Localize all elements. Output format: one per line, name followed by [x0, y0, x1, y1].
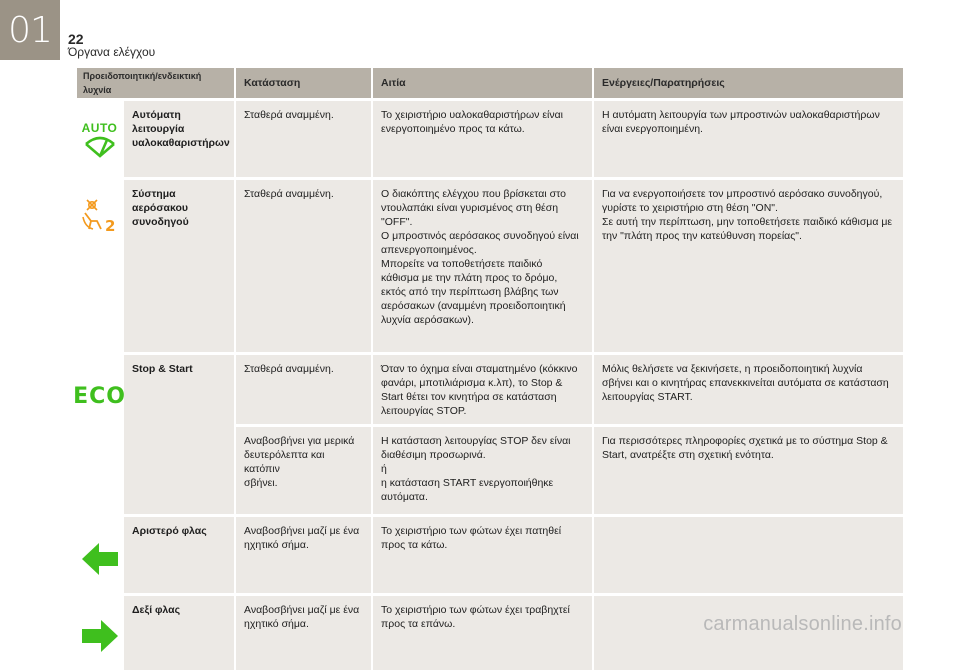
- row-actions-secondary: Για περισσότερες πληροφορίες σχετικά με το σύστημα Stop & Start, ανατρέξτε στη σχετική ενότητα.: [594, 424, 903, 514]
- row-actions: Μόλις θελήσετε να ξεκινήσετε, η προειδοποιητική λυχνία σβήνει και ο κινητήρας επανεκκινείται αυτόματα σε κατάσταση λειτουργίας START.: [594, 352, 903, 424]
- row-state-secondary: Αναβοσβήνει για μερικά δευτερόλεπτα και κατόπιν σβήνει.: [236, 424, 373, 514]
- header-warning: Προειδοποιητική/ενδεικτική λυχνία: [77, 68, 236, 98]
- chapter-number: 01: [0, 0, 60, 60]
- table-header-row: [77, 68, 903, 98]
- row-name: Αυτόματη λειτουργία υαλοκαθαριστήρων: [124, 98, 236, 177]
- airbag-icon-number: 2: [104, 217, 115, 233]
- row-name: Αριστερό φλας: [124, 514, 236, 593]
- table-row: [77, 177, 903, 352]
- header-state: Κατάσταση: [236, 68, 373, 98]
- row-actions: [594, 514, 903, 593]
- row-state: Σταθερά αναμμένη.: [236, 98, 373, 177]
- row-cause: Το χειριστήριο των φώτων έχει πατηθεί προς τα κάτω.: [373, 514, 594, 593]
- header-actions: Ενέργειες/Παρατηρήσεις: [594, 68, 903, 98]
- row-name: Σύστημα αερόσακου συνοδηγού: [124, 177, 236, 352]
- row-state: Σταθερά αναμμένη.: [236, 352, 373, 424]
- row-actions: Η αυτόματη λειτουργία των μπροστινών υαλοκαθαριστήρων είναι ενεργοποιημένη.: [594, 98, 903, 177]
- row-cause-secondary: Η κατάσταση λειτουργίας STOP δεν είναι διαθέσιμη προσωρινά. ή η κατάσταση START ενεργοποιήθηκε αυτόματα.: [373, 424, 594, 514]
- table-row: [77, 98, 903, 177]
- row-cause: Όταν το όχημα είναι σταματημένο (κόκκινο φανάρι, μποτιλιάρισμα κ.λπ), το Stop & Start θέτει τον κινητήρα σε κατάσταση λειτουργίας STOP.: [373, 352, 594, 424]
- right-turn-arrow-icon: [78, 616, 122, 656]
- row-name: Stop & Start: [124, 352, 236, 514]
- row-state: Σταθερά αναμμένη.: [236, 177, 373, 352]
- row-cause: Ο διακόπτης ελέγχου που βρίσκεται στο ντουλαπάκι είναι γυρισμένος στη θέση "OFF". Ο μπροστινός αερόσακος συνοδηγού είναι απενεργοποιημένος. Μπορείτε να τοποθετήσετε παιδικό κάθισμα με την πλάτη προς το δρόμο, εκτός από την περίπτωση βλάβης των αερόσακων (αναμμένη προειδοποιητική λυχνία αερόσακων).: [373, 177, 594, 352]
- eco-icon: [73, 377, 126, 417]
- row-actions: Για να ενεργοποιήσετε τον μπροστινό αερόσακο συνοδηγού, γυρίστε το χειριστήριο στη θέση "ON". Σε αυτή την περίπτωση, μην τοποθετήσετε παιδικό κάθισμα με την "πλάτη προς την κατεύθυνση πορείας".: [594, 177, 903, 352]
- table-row: [77, 352, 903, 424]
- header-cause: Αιτία: [373, 68, 594, 98]
- passenger-airbag-off-icon: [78, 196, 122, 236]
- watermark: carmanualsonline.info: [703, 613, 902, 635]
- wiper-icon: [83, 134, 117, 160]
- row-state: Αναβοσβήνει μαζί με ένα ηχητικό σήμα.: [236, 593, 373, 670]
- row-cause: Το χειριστήριο των φώτων έχει τραβηχτεί προς τα επάνω.: [373, 593, 594, 670]
- warning-lights-table: [73, 68, 903, 670]
- table-row: [77, 514, 903, 593]
- row-state: Αναβοσβήνει μαζί με ένα ηχητικό σήμα.: [236, 514, 373, 593]
- auto-wiper-icon-label: AUTO: [81, 121, 118, 135]
- section-title: Όργανα ελέγχου: [68, 45, 156, 59]
- eco-icon-label: ECO: [73, 384, 126, 409]
- auto-wiper-icon: [78, 117, 122, 163]
- page-number: 22: [68, 31, 84, 47]
- row-name: Δεξί φλας: [124, 593, 236, 670]
- row-cause: Το χειριστήριο υαλοκαθαριστήρων είναι ενεργοποιημένο προς τα κάτω.: [373, 98, 594, 177]
- left-turn-arrow-icon: [78, 539, 122, 579]
